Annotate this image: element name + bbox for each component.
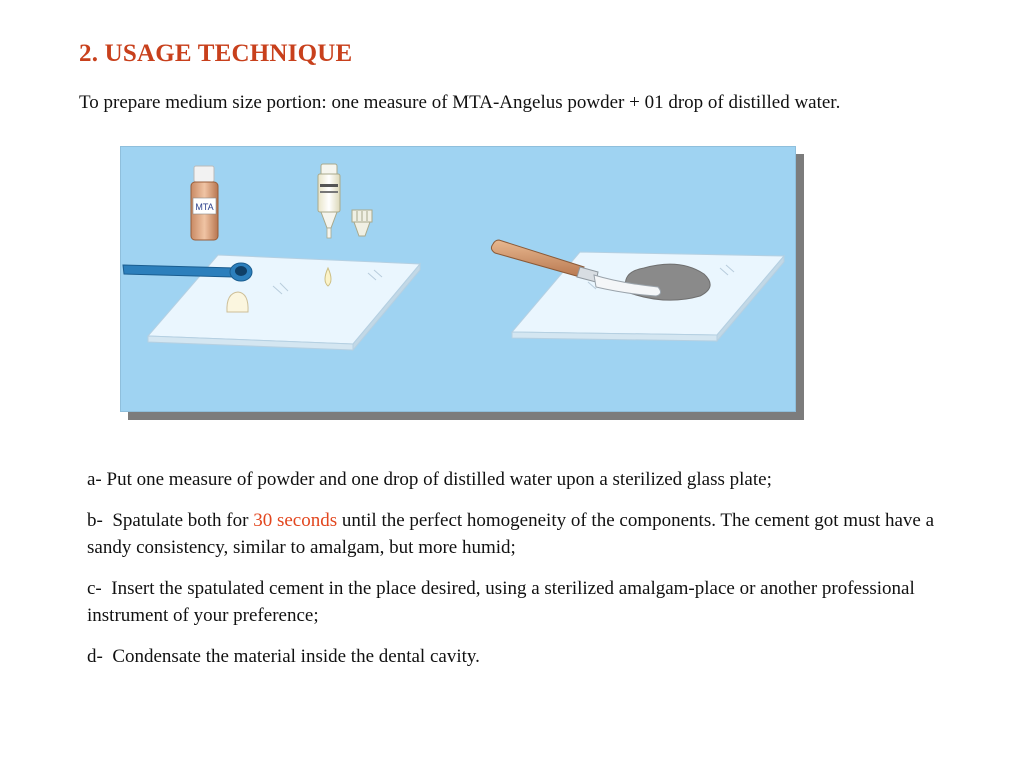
step-a [87, 466, 957, 493]
step-d-text: Condensate the material inside the dental cavity. [112, 646, 480, 667]
step-c-text: Insert the spatulated cement in the place desired, using a sterilized amalgam-place or another professional instrument of your preference; [87, 578, 915, 626]
step-b [87, 507, 957, 561]
mta-bottle-icon [191, 166, 218, 240]
dropper-bottle-icon [318, 164, 340, 238]
step-b-prefix: b- [87, 510, 103, 531]
step-a-text: Put one measure of powder and one drop of distilled water upon a sterilized glass plate; [106, 469, 772, 490]
step-d [87, 643, 957, 670]
step-b-text-after: until the perfect homogeneity of the components. The cement got must have a sandy consistency, similar to amalgam, but more humid; [87, 510, 935, 558]
step-b-text-before: Spatulate both for [112, 510, 249, 531]
instruction-steps [87, 466, 957, 684]
page-title: 2. USAGE TECHNIQUE [79, 40, 353, 67]
step-d-prefix: d- [87, 646, 103, 667]
intro-text: To prepare medium size portion: one measure of MTA-Angelus powder + 01 drop of distilled water. [79, 92, 841, 113]
bottle-label: MTA [195, 202, 214, 212]
step-c-prefix: c- [87, 578, 102, 599]
mixing-illustration [120, 146, 806, 422]
step-a-prefix: a- [87, 469, 102, 490]
step-b-duration-highlight: 30 seconds [253, 510, 338, 531]
step-c [87, 575, 957, 629]
measuring-spoon-icon [123, 263, 252, 281]
illustration-drawing [120, 146, 806, 422]
dropper-cap-icon [352, 210, 372, 236]
